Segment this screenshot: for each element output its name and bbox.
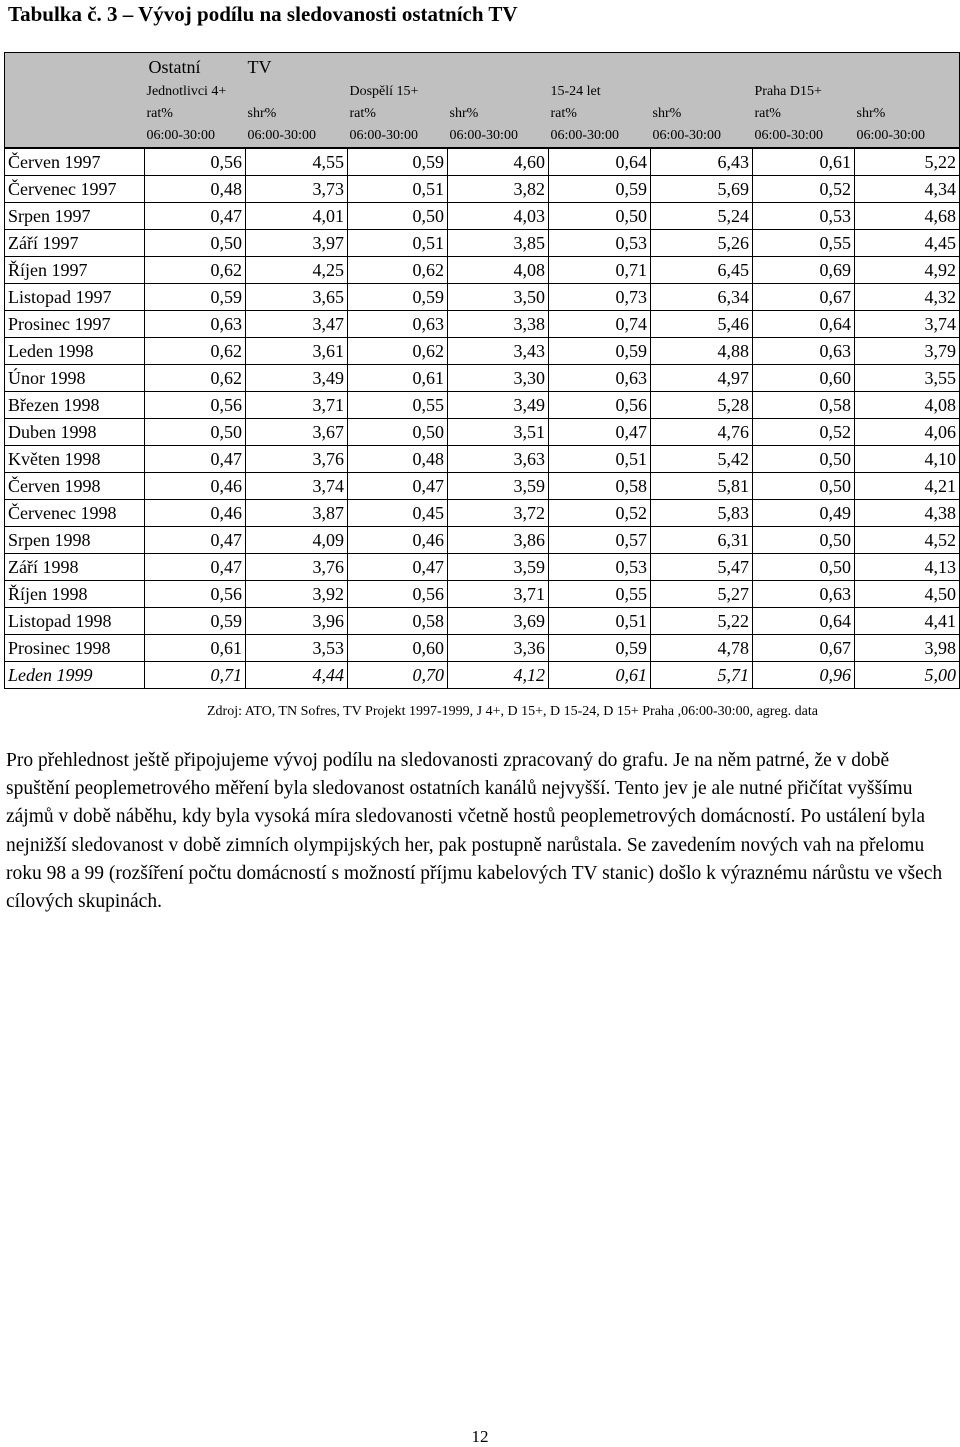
table-row: [5, 500, 960, 527]
table-cell: 3,36: [448, 635, 549, 662]
table-cell: 4,52: [855, 527, 960, 554]
table-cell: 4,60: [448, 148, 549, 176]
table-cell: 0,64: [753, 311, 855, 338]
timeband-header: 06:00-30:00: [348, 125, 448, 148]
table-cell: 4,78: [651, 635, 753, 662]
table-cell: 3,97: [246, 230, 348, 257]
table-cell: 0,57: [549, 527, 651, 554]
table-cell: 6,34: [651, 284, 753, 311]
table-cell: 4,45: [855, 230, 960, 257]
table-row: [5, 554, 960, 581]
table-row: [5, 419, 960, 446]
table-cell: 0,59: [145, 608, 246, 635]
table-cell: 0,59: [348, 148, 448, 176]
table-cell: 0,60: [753, 365, 855, 392]
row-label: Březen 1998: [5, 392, 145, 419]
table-cell: 3,92: [246, 581, 348, 608]
row-label: Únor 1998: [5, 365, 145, 392]
metric-header: rat%: [549, 103, 651, 125]
table-cell: 5,42: [651, 446, 753, 473]
table-cell: 0,62: [145, 257, 246, 284]
table-cell: 0,61: [145, 635, 246, 662]
table-cell: 4,10: [855, 446, 960, 473]
table-row: [5, 257, 960, 284]
table-cell: 0,48: [348, 446, 448, 473]
table-cell: 0,51: [549, 446, 651, 473]
table-cell: 3,49: [448, 392, 549, 419]
table-cell: 0,50: [753, 527, 855, 554]
table-cell: 3,76: [246, 446, 348, 473]
table-cell: 0,63: [753, 338, 855, 365]
table-cell: 4,21: [855, 473, 960, 500]
timeband-header: 06:00-30:00: [549, 125, 651, 148]
table-cell: 3,59: [448, 473, 549, 500]
row-label: Srpen 1997: [5, 203, 145, 230]
header-ostatni: Ostatní: [145, 53, 246, 82]
table-cell: 3,69: [448, 608, 549, 635]
row-label: Červenec 1998: [5, 500, 145, 527]
table-row: [5, 230, 960, 257]
row-label: Říjen 1998: [5, 581, 145, 608]
table-cell: 0,47: [549, 419, 651, 446]
table-cell: 0,46: [348, 527, 448, 554]
table-cell: 4,12: [448, 662, 549, 689]
table-cell: 4,97: [651, 365, 753, 392]
table-cell: 3,87: [246, 500, 348, 527]
metric-header: shr%: [246, 103, 348, 125]
table-row: [5, 338, 960, 365]
metric-header: rat%: [145, 103, 246, 125]
table-cell: 3,38: [448, 311, 549, 338]
table-cell: 5,83: [651, 500, 753, 527]
table-cell: 4,08: [448, 257, 549, 284]
table-cell: 0,45: [348, 500, 448, 527]
header-row-top: [5, 53, 960, 82]
table-cell: 0,61: [348, 365, 448, 392]
table-cell: 0,63: [145, 311, 246, 338]
header-row-metrics: [5, 103, 960, 125]
table-cell: 3,71: [246, 392, 348, 419]
table-cell: 0,59: [549, 635, 651, 662]
row-label: Červen 1998: [5, 473, 145, 500]
table-cell: 0,59: [549, 338, 651, 365]
table-cell: 6,31: [651, 527, 753, 554]
timeband-header: 06:00-30:00: [448, 125, 549, 148]
table-cell: 0,52: [549, 500, 651, 527]
table-cell: 0,74: [549, 311, 651, 338]
table-row: [5, 608, 960, 635]
table-cell: 3,82: [448, 176, 549, 203]
table-cell: 3,59: [448, 554, 549, 581]
table-cell: 4,88: [651, 338, 753, 365]
table-row: [5, 311, 960, 338]
table-cell: 0,47: [145, 554, 246, 581]
table-cell: 0,63: [348, 311, 448, 338]
table-cell: 0,64: [549, 148, 651, 176]
row-label: Listopad 1997: [5, 284, 145, 311]
table-cell: 0,56: [348, 581, 448, 608]
table-cell: 3,85: [448, 230, 549, 257]
table-cell: 0,62: [145, 365, 246, 392]
table-cell: 0,50: [753, 446, 855, 473]
table-cell: 3,74: [855, 311, 960, 338]
table-cell: 0,50: [348, 203, 448, 230]
table-cell: 4,68: [855, 203, 960, 230]
document-title: Tabulka č. 3 – Vývoj podílu na sledovanosti ostatních TV: [8, 2, 518, 26]
table-cell: 4,44: [246, 662, 348, 689]
table-cell: 3,55: [855, 365, 960, 392]
table-cell: 0,46: [145, 473, 246, 500]
table-cell: 0,52: [753, 176, 855, 203]
table-cell: 4,06: [855, 419, 960, 446]
table-cell: 0,58: [753, 392, 855, 419]
timeband-header: 06:00-30:00: [753, 125, 855, 148]
row-label: Červenec 1997: [5, 176, 145, 203]
table-cell: 0,50: [348, 419, 448, 446]
table-cell: 3,71: [448, 581, 549, 608]
row-label: Srpen 1998: [5, 527, 145, 554]
table-cell: 0,56: [145, 581, 246, 608]
table-cell: 4,92: [855, 257, 960, 284]
table-cell: 5,71: [651, 662, 753, 689]
table-cell: 0,50: [753, 554, 855, 581]
table-cell: 3,61: [246, 338, 348, 365]
table-cell: 3,98: [855, 635, 960, 662]
table-cell: 3,67: [246, 419, 348, 446]
table-cell: 3,76: [246, 554, 348, 581]
table-row: [5, 284, 960, 311]
table-cell: 0,47: [145, 527, 246, 554]
metric-header: shr%: [651, 103, 753, 125]
table-cell: 3,63: [448, 446, 549, 473]
table-cell: 0,53: [549, 554, 651, 581]
table-cell: 0,47: [145, 446, 246, 473]
table-cell: 3,50: [448, 284, 549, 311]
metric-header: rat%: [348, 103, 448, 125]
table-cell: 4,41: [855, 608, 960, 635]
timeband-header: 06:00-30:00: [246, 125, 348, 148]
table-cell: 4,34: [855, 176, 960, 203]
table-cell: 5,47: [651, 554, 753, 581]
table-row: [5, 176, 960, 203]
table-cell: 0,67: [753, 284, 855, 311]
table-cell: 0,70: [348, 662, 448, 689]
table-cell: 0,61: [549, 662, 651, 689]
table-cell: 0,59: [348, 284, 448, 311]
table-cell: 0,50: [145, 419, 246, 446]
table-cell: 0,63: [549, 365, 651, 392]
table-cell: 5,46: [651, 311, 753, 338]
timeband-header: 06:00-30:00: [855, 125, 960, 148]
table-cell: 0,52: [753, 419, 855, 446]
table-cell: 0,56: [145, 148, 246, 176]
row-label: Listopad 1998: [5, 608, 145, 635]
table-cell: 4,08: [855, 392, 960, 419]
table-cell: 3,73: [246, 176, 348, 203]
table-cell: 0,53: [549, 230, 651, 257]
timeband-header: 06:00-30:00: [145, 125, 246, 148]
row-label: Prosinec 1997: [5, 311, 145, 338]
table-cell: 5,81: [651, 473, 753, 500]
table-cell: 0,51: [348, 230, 448, 257]
table-cell: 0,47: [348, 473, 448, 500]
table-cell: 0,69: [753, 257, 855, 284]
table-row: [5, 473, 960, 500]
table-row: [5, 365, 960, 392]
table-cell: 0,58: [348, 608, 448, 635]
table-cell: 5,28: [651, 392, 753, 419]
table-cell: 3,51: [448, 419, 549, 446]
header-corner: [5, 53, 145, 82]
row-label: Duben 1998: [5, 419, 145, 446]
table-cell: 0,58: [549, 473, 651, 500]
header-tv: TV: [246, 53, 348, 82]
table-cell: 5,00: [855, 662, 960, 689]
table-cell: 0,64: [753, 608, 855, 635]
table-cell: 0,53: [753, 203, 855, 230]
table-cell: 0,60: [348, 635, 448, 662]
table-cell: 0,71: [145, 662, 246, 689]
table-cell: 5,69: [651, 176, 753, 203]
table-cell: 3,53: [246, 635, 348, 662]
table-cell: 5,24: [651, 203, 753, 230]
group-jednotlivci: Jednotlivci 4+: [145, 81, 246, 103]
metric-header: shr%: [855, 103, 960, 125]
table-cell: 3,43: [448, 338, 549, 365]
table-cell: 0,50: [145, 230, 246, 257]
table-cell: 0,62: [145, 338, 246, 365]
group-praha: Praha D15+: [753, 81, 855, 103]
row-label: Září 1998: [5, 554, 145, 581]
metric-header: rat%: [753, 103, 855, 125]
table-cell: 5,22: [651, 608, 753, 635]
table-row: [5, 527, 960, 554]
table-row: [5, 148, 960, 176]
group-dospeli: Dospělí 15+: [348, 81, 448, 103]
table-cell: 3,49: [246, 365, 348, 392]
table-cell: 4,01: [246, 203, 348, 230]
table-cell: 0,59: [549, 176, 651, 203]
metric-header: shr%: [448, 103, 549, 125]
table-cell: 4,76: [651, 419, 753, 446]
table-cell: 0,73: [549, 284, 651, 311]
table-cell: 0,50: [753, 473, 855, 500]
table-row: [5, 203, 960, 230]
row-label: Říjen 1997: [5, 257, 145, 284]
table-cell: 0,48: [145, 176, 246, 203]
table-cell: 3,79: [855, 338, 960, 365]
table-cell: 4,09: [246, 527, 348, 554]
table-row: [5, 392, 960, 419]
table-cell: 3,47: [246, 311, 348, 338]
page-number: 12: [471, 1427, 489, 1446]
table-row: [5, 581, 960, 608]
header-row-timebands: [5, 125, 960, 148]
table-cell: 0,46: [145, 500, 246, 527]
table-cell: 3,30: [448, 365, 549, 392]
table-cell: 3,72: [448, 500, 549, 527]
table-cell: 0,71: [549, 257, 651, 284]
table-cell: 0,49: [753, 500, 855, 527]
source-note: Zdroj: ATO, TN Sofres, TV Projekt 1997-1999, J 4+, D 15+, D 15-24, D 15+ Praha ,06:00-30:00, agreg. data: [207, 704, 818, 719]
table-cell: 4,38: [855, 500, 960, 527]
row-label: Květen 1998: [5, 446, 145, 473]
table-cell: 0,96: [753, 662, 855, 689]
table-cell: 4,32: [855, 284, 960, 311]
ratings-table-wrapper: [4, 52, 960, 689]
row-label: Prosinec 1998: [5, 635, 145, 662]
table-row: [5, 635, 960, 662]
table-cell: 0,51: [549, 608, 651, 635]
table-cell: 0,67: [753, 635, 855, 662]
table-cell: 0,62: [348, 338, 448, 365]
header-row-groups: [5, 81, 960, 103]
table-row: [5, 446, 960, 473]
table-cell: 0,55: [753, 230, 855, 257]
table-cell: 3,86: [448, 527, 549, 554]
table-cell: 0,47: [348, 554, 448, 581]
table-cell: 6,45: [651, 257, 753, 284]
row-label: Leden 1999: [5, 662, 145, 689]
table-cell: 4,13: [855, 554, 960, 581]
table-cell: 0,56: [145, 392, 246, 419]
table-cell: 0,62: [348, 257, 448, 284]
table-cell: 0,47: [145, 203, 246, 230]
table-cell: 0,63: [753, 581, 855, 608]
table-cell: 0,55: [348, 392, 448, 419]
table-cell: 6,43: [651, 148, 753, 176]
body-paragraph: Pro přehlednost ještě připojujeme vývoj podílu na sledovanosti zpracovaný do grafu. Je na něm patrné, že v době spuštění peoplemetrového měření byla sledovanost ostatních kanálů nejvyšší. Tento jev je ale nutné přičítat vyššímu zájmů v době náběhu, kdy byla vysoká míra sledovanosti včetně hostů peoplemetrových domácností. Po ustálení byla nejnižší sledovanost v době zimních olympijských her, pak postupně narůstala. Se zavedením nových vah na přelomu roku 98 a 99 (rozšíření počtu domácností s možností příjmu kabelových TV stanic) došlo k výraznému nárůstu ve všech cílových skupinách.: [6, 750, 943, 913]
table-cell: 5,27: [651, 581, 753, 608]
table-row: [5, 662, 960, 689]
table-cell: 0,51: [348, 176, 448, 203]
table-cell: 0,56: [549, 392, 651, 419]
table-cell: 5,26: [651, 230, 753, 257]
table-cell: 4,55: [246, 148, 348, 176]
table-cell: 3,65: [246, 284, 348, 311]
row-label: Leden 1998: [5, 338, 145, 365]
table-cell: 5,22: [855, 148, 960, 176]
table-cell: 0,59: [145, 284, 246, 311]
table-cell: 3,96: [246, 608, 348, 635]
table-cell: 4,50: [855, 581, 960, 608]
table-cell: 4,25: [246, 257, 348, 284]
row-label: Červen 1997: [5, 148, 145, 176]
table-cell: 3,74: [246, 473, 348, 500]
ratings-table: [4, 52, 960, 689]
table-cell: 0,55: [549, 581, 651, 608]
group-15-24: 15-24 let: [549, 81, 651, 103]
table-cell: 0,61: [753, 148, 855, 176]
table-cell: 0,50: [549, 203, 651, 230]
row-label: Září 1997: [5, 230, 145, 257]
table-cell: 4,03: [448, 203, 549, 230]
timeband-header: 06:00-30:00: [651, 125, 753, 148]
